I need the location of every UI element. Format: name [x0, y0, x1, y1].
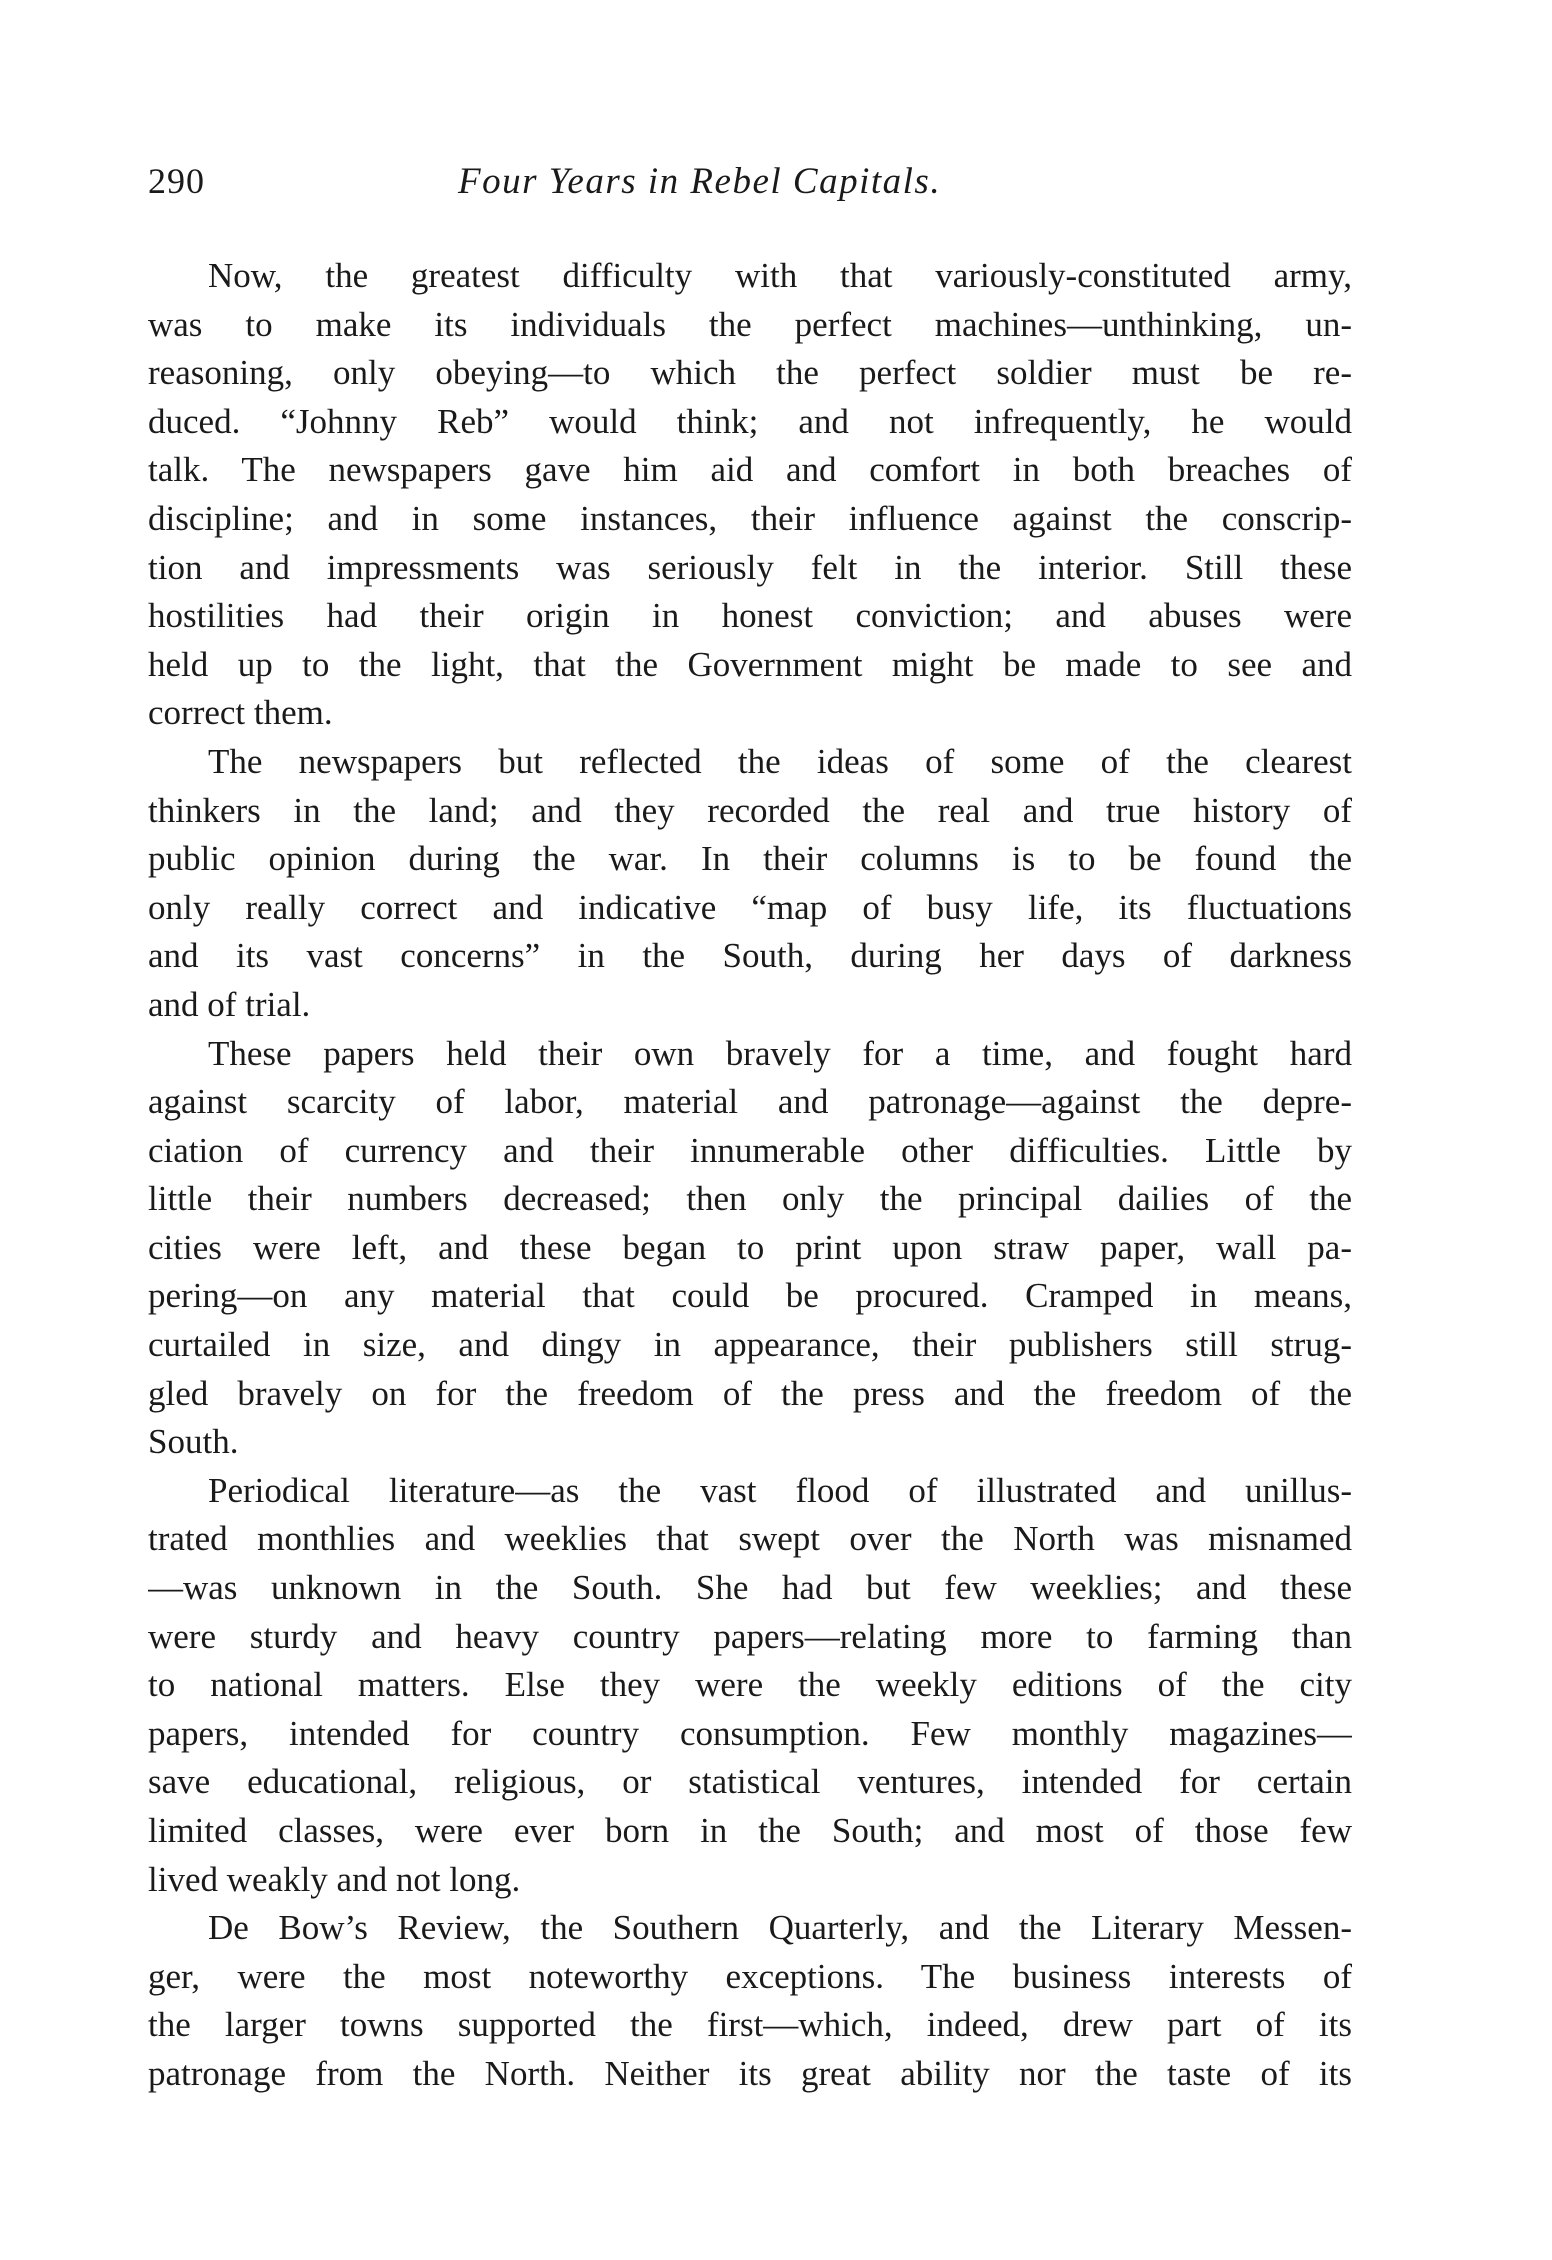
- text-line: and of trial.: [148, 984, 311, 1024]
- page-header: [148, 160, 1348, 220]
- text-line: limited classes, were ever born in the South; and most of those few: [148, 1811, 1352, 1850]
- text-line: held up to the light, that the Government might be made to see and: [148, 644, 1352, 684]
- text-line: gled bravely on for the freedom of the press and the freedom of the: [148, 1373, 1352, 1413]
- text-line: —was unknown in the South. She had but few weeklies; and these: [148, 1568, 1352, 1608]
- text-line: lived weakly and not long.: [148, 1859, 521, 1899]
- text-line: little their numbers decreased; then only the principal dailies of the: [148, 1179, 1352, 1219]
- text-line: ger, were the most noteworthy exceptions. The business interests of: [148, 1956, 1352, 1996]
- text-line: to national matters. Else they were the weekly editions of the city: [148, 1665, 1352, 1705]
- text-line: The newspapers but reflected the ideas of some of the clearest: [208, 741, 1352, 781]
- page-number: 290: [148, 161, 205, 201]
- text-line: papers, intended for country consumption. Few monthly magazines—: [148, 1713, 1352, 1753]
- text-line: Periodical literature—as the vast flood of illustrated and unillus-: [208, 1470, 1352, 1510]
- text-line: thinkers in the land; and they recorded the real and true history of: [148, 790, 1352, 830]
- text-line: Now, the greatest difficulty with that variously-constituted army,: [208, 256, 1352, 295]
- text-line: were sturdy and heavy country papers—relating more to farming than: [148, 1616, 1352, 1656]
- text-line: against scarcity of labor, material and patronage—against the depre-: [148, 1082, 1352, 1122]
- text-line: correct them.: [148, 693, 333, 733]
- text-line: De Bow’s Review, the Southern Quarterly, and the Literary Messen-: [208, 1908, 1352, 1948]
- text-line: pering—on any material that could be procured. Cramped in means,: [148, 1276, 1352, 1316]
- text-line: and its vast concerns” in the South, during her days of darkness: [148, 936, 1352, 976]
- body-text: [148, 252, 1352, 2099]
- text-line: talk. The newspapers gave him aid and comfort in both breaches of: [148, 450, 1352, 490]
- text-line: ciation of currency and their innumerable other difficulties. Little by: [148, 1130, 1352, 1170]
- text-line: curtailed in size, and dingy in appearance, their publishers still strug-: [148, 1325, 1352, 1365]
- text-line: tion and impressments was seriously felt in the interior. Still these: [148, 547, 1352, 587]
- text-line: discipline; and in some instances, their influence against the conscrip-: [148, 498, 1352, 538]
- text-line: only really correct and indicative “map of busy life, its fluctuations: [148, 887, 1352, 927]
- text-line: patronage from the North. Neither its great ability nor the taste of its: [148, 2053, 1352, 2093]
- text-line: reasoning, only obeying—to which the perfect soldier must be re-: [148, 353, 1352, 393]
- text-line: South.: [148, 1422, 239, 1462]
- running-title: Four Years in Rebel Capitals.: [458, 161, 942, 202]
- text-line: the larger towns supported the first—which, indeed, drew part of its: [148, 2005, 1352, 2045]
- text-line: hostilities had their origin in honest conviction; and abuses were: [148, 596, 1352, 636]
- text-line: public opinion during the war. In their columns is to be found the: [148, 839, 1352, 879]
- text-line: cities were left, and these began to print upon straw paper, wall pa-: [148, 1227, 1352, 1267]
- text-line: duced. “Johnny Reb” would think; and not infrequently, he would: [148, 401, 1352, 441]
- text-line: These papers held their own bravely for a time, and fought hard: [208, 1033, 1352, 1073]
- text-line: was to make its individuals the perfect machines—unthinking, un-: [148, 304, 1352, 344]
- text-line: trated monthlies and weeklies that swept over the North was misnamed: [148, 1519, 1352, 1559]
- text-line: save educational, religious, or statistical ventures, intended for certain: [148, 1762, 1352, 1802]
